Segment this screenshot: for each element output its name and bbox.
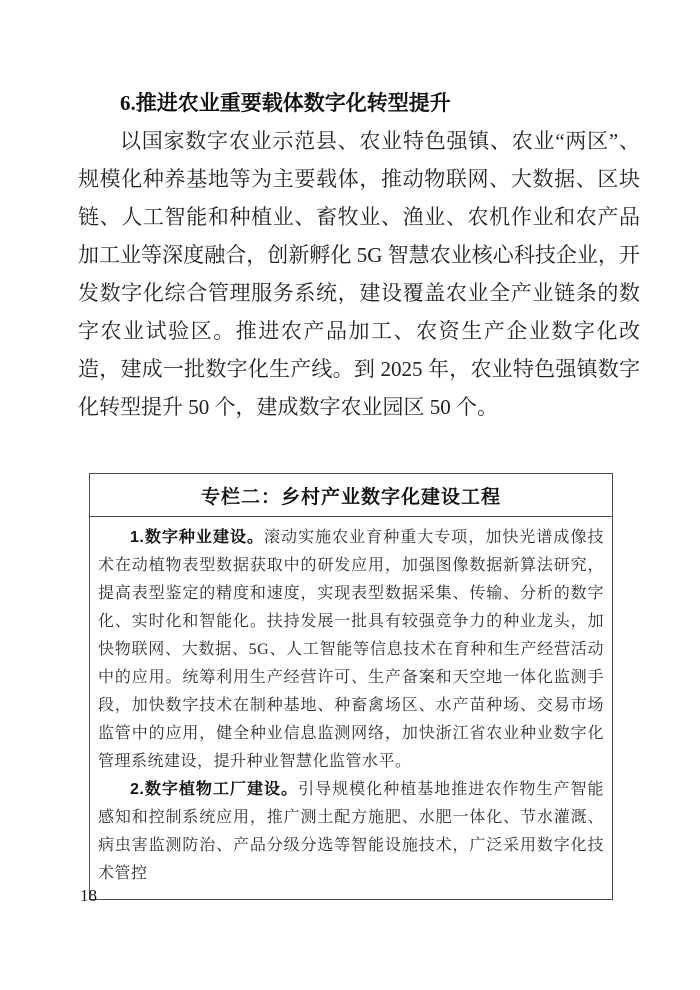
box-item-1-lead: 1.数字种业建设。 — [130, 529, 265, 546]
column-box — [89, 473, 613, 900]
column-box-body — [90, 517, 612, 899]
box-item-1 — [98, 524, 604, 776]
column-box-title: 专栏二：乡村产业数字化建设工程 — [90, 474, 612, 517]
main-text-block — [78, 84, 640, 426]
box-item-2-text: 引导规模化种植基地推进农作物生产智能感知和控制系统应用，推广测土配方施肥、水肥一体化、节水灌溉、病虫害监测防治、产品分级分选等智能设施技术，广泛采用数字化技术管控 — [98, 781, 604, 882]
box-item-2 — [98, 776, 604, 888]
section-paragraph: 以国家数字农业示范县、农业特色强镇、农业“两区”、规模化种养基地等为主要载体，推动物联网、大数据、区块链、人工智能和种植业、畜牧业、渔业、农机作业和农产品加工业等深度融合，创新孵化 5G 智慧农业核心科技企业，开发数字化综合管理服务系统，建设覆盖农业全产业链条的数字农业试验区。推进农产品加工、农资生产企业数字化改造，建成一批数字化生产线。到 2025 年，农业特色强镇数字化转型提升 50 个，建成数字农业园区 50 个。 — [78, 129, 640, 419]
box-item-1-text: 滚动实施农业育种重大专项，加快光谱成像技术在动植物表型数据获取中的研发应用，加强图像数据新算法研究，提高表型鉴定的精度和速度，实现表型数据采集、传输、分析的数字化、实时化和智能化。扶持发展一批具有较强竞争力的种业龙头，加快物联网、大数据、5G、人工智能等信息技术在育种和生产经营活动中的应用。统筹利用生产经营许可、生产备案和天空地一体化监测手段，加快数字技术在制种基地、种畜禽场区、水产苗种场、交易市场监管中的应用，健全种业信息监测网络，加快浙江省农业种业数字化管理系统建设，提升种业智慧化监管水平。 — [98, 529, 604, 770]
section-heading: 6.推进农业重要载体数字化转型提升 — [120, 91, 451, 115]
box-item-2-lead: 2.数字植物工厂建设。 — [130, 781, 299, 798]
page-number: 18 — [80, 886, 97, 905]
